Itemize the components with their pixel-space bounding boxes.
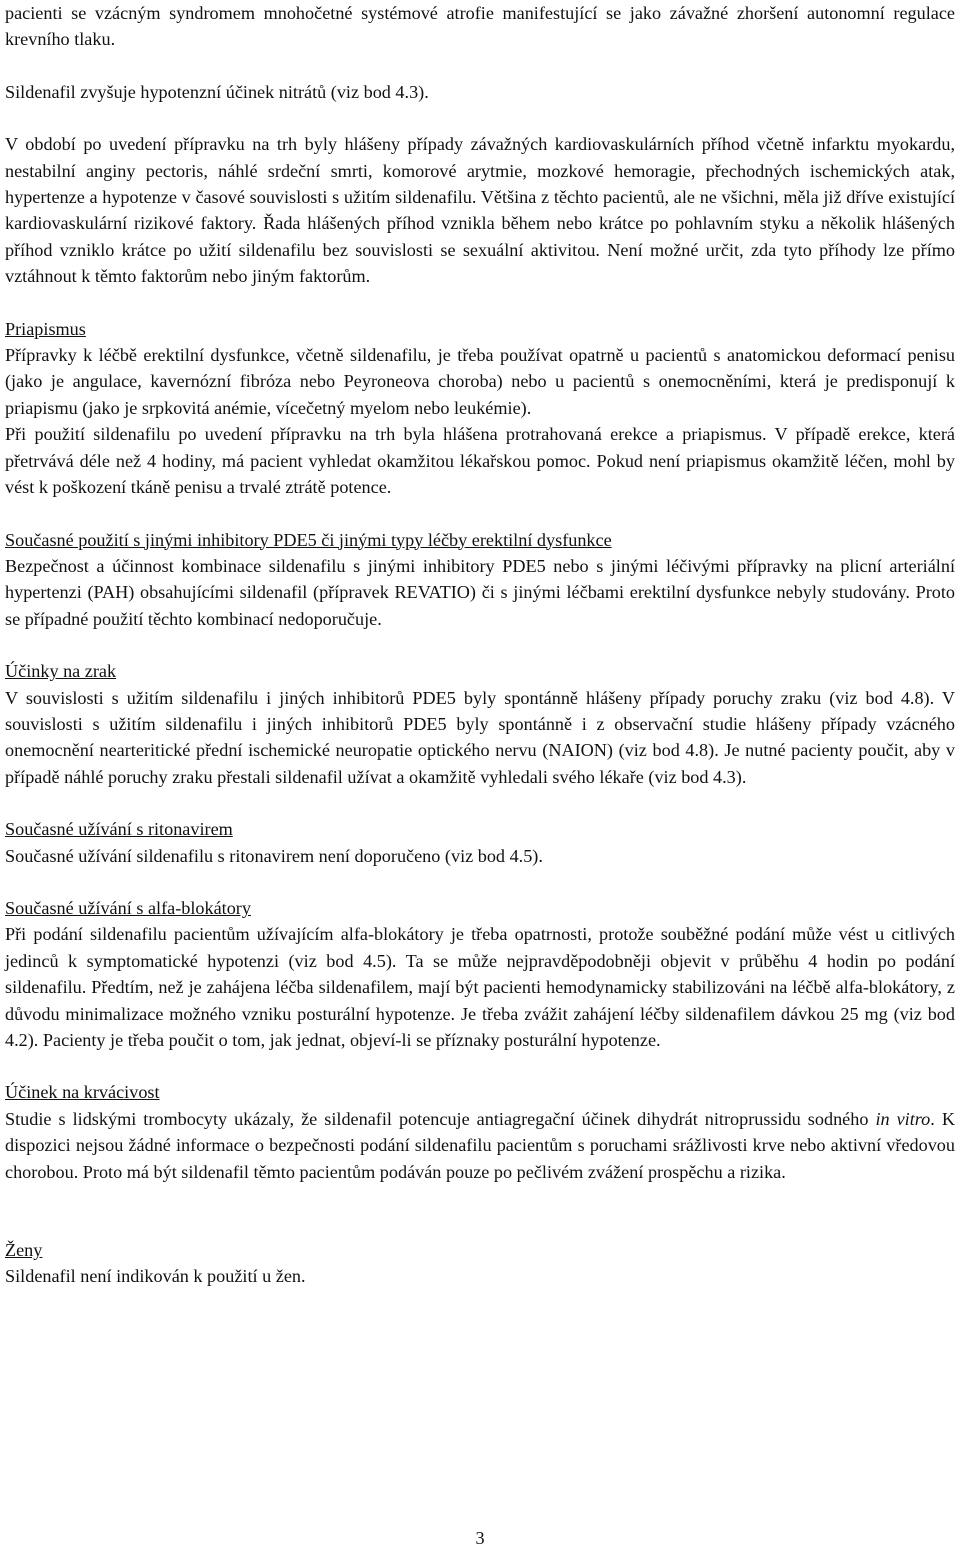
- paragraph-women: Sildenafil není indikován k použití u žen.: [5, 1266, 306, 1287]
- page-number: 3: [475, 1528, 485, 1548]
- paragraph-priapism-reports: Při použití sildenafilu po uvedení přípravku na trh byla hlášena protrahovaná erekce a priapismus. V případě erekce, která přetrvává déle než 4 hodiny, má pacient vyhledat okamžitou lékařskou pomoc. Pokud není priapismus okamžitě léčen, mohl by vést k poškození tkáně penisu a trvalé ztrátě potence.: [5, 424, 955, 498]
- heading-ritonavir: Současné užívání s ritonavirem: [5, 819, 233, 840]
- paragraph-pde5-combination: Bezpečnost a účinnost kombinace sildenafilu s jinými inhibitory PDE5 nebo s jinými léčivými přípravky na plicní arteriální hypertenzi (PAH) obsahujícími sildenafil (přípravek REVATIO) či s jinými léčbami erektilní dysfunkce nebyly studovány. Proto se případné použití těchto kombinací nedoporučuje.: [5, 555, 955, 629]
- paragraph-nitrates: Sildenafil zvyšuje hypotenzní účinek nitrátů (viz bod 4.3).: [5, 81, 429, 102]
- paragraph-intro-continued: pacienti se vzácným syndromem mnohočetné systémové atrofie manifestující se jako závažné zhoršení autonomní regulace krevního tlaku.: [5, 3, 955, 50]
- heading-priapism: Priapismus: [5, 318, 86, 339]
- heading-alpha-blockers: Současné užívání s alfa-blokátory: [5, 897, 251, 918]
- paragraph-bleeding: [5, 1106, 955, 1185]
- heading-women: Ženy: [5, 1240, 43, 1261]
- heading-bleeding: Účinek na krvácivost: [5, 1082, 160, 1103]
- heading-vision-effects: Účinky na zrak: [5, 661, 117, 682]
- bleeding-italic-term: in vitro: [875, 1108, 931, 1129]
- bleeding-text-start: Studie s lidskými trombocyty ukázaly, že sildenafil potencuje antiagregační účinek dihydrát nitroprussidu sodného: [5, 1108, 876, 1129]
- paragraph-cardiovascular-events: V období po uvedení přípravku na trh byly hlášeny případy závažných kardiovaskulárních příhod včetně infarktu myokardu, nestabilní anginy pectoris, náhlé srdeční smrti, komorové arytmie, mozkové hemoragie, přechodných ischemických atak, hypertenze a hypotenze v časové souvislosti s užitím sildenafilu. Většina z těchto pacientů, ale ne všichni, měla již dříve existující kardiovaskulární rizikové faktory. Řada hlášených příhod vznikla během nebo krátce po pohlavním styku a několik hlášených příhod vzniklo krátce po užití sildenafilu bez souvislosti se sexuální aktivitou. Není možné určit, zda tyto příhody lze přímo vztáhnout k těmto faktorům nebo jiným faktorům.: [5, 134, 955, 287]
- bleeding-text-end: . K dispozici nejsou žádné informace o bezpečnosti podání sildenafilu pacientům s poruchami srážlivosti krve nebo aktivní vředovou chorobou. Proto má být sildenafil těmto pacientům podáván pouze po pečlivém zvážení prospěchu a rizika.: [5, 1108, 955, 1182]
- paragraph-alpha-blockers: Při podání sildenafilu pacientům užívajícím alfa-blokátory je třeba opatrnosti, protože souběžné podání může vést u citlivých jedinců k symptomatické hypotenzi (viz bod 4.5). Ta se může nejpravděpodobněji objevit v průběhu 4 hodin po podání sildenafilu. Předtím, než je zahájena léčba sildenafilem, mají být pacienti hemodynamicky stabilizováni na léčbě alfa-blokátory, z důvodu minimalizace možného vzniku posturální hypotenze. Je třeba zvážit zahájení léčby sildenafilem dávkou 25 mg (viz bod 4.2). Pacienty je třeba poučit o tom, jak jednat, objeví-li se příznaky posturální hypotenze.: [5, 924, 955, 1050]
- paragraph-priapism-caution: Přípravky k léčbě erektilní dysfunkce, včetně sildenafilu, je třeba používat opatrně u pacientů s anatomickou deformací penisu (jako je angulace, kavernózní fibróza nebo Peyroneova choroba) nebo u pacientů s onemocněními, která je predisponují k priapismu (jako je srpkovitá anémie, vícečetný myelom nebo leukémie).: [5, 345, 955, 418]
- document-page: [5, 0, 955, 1290]
- paragraph-ritonavir: Současné užívání sildenafilu s ritonavirem není doporučeno (viz bod 4.5).: [5, 845, 543, 866]
- heading-pde5-combination: Současné použití s jinými inhibitory PDE5 či jinými typy léčby erektilní dysfunkce: [5, 529, 612, 550]
- paragraph-vision-effects: V souvislosti s užitím sildenafilu i jiných inhibitorů PDE5 byly spontánně hlášeny případy poruchy zraku (viz bod 4.8). V souvislosti s užitím sildenafilu i jiných inhibitorů PDE5 byly spontánně i z observační studie hlášeny případy vzácného onemocnění nearteritické přední ischemické neuropatie optického nervu (NAION) (viz bod 4.8). Je nutné pacienty poučit, aby v případě náhlé poruchy zraku přestali sildenafil užívat a okamžitě vyhledali svého lékaře (viz bod 4.3).: [5, 687, 955, 787]
